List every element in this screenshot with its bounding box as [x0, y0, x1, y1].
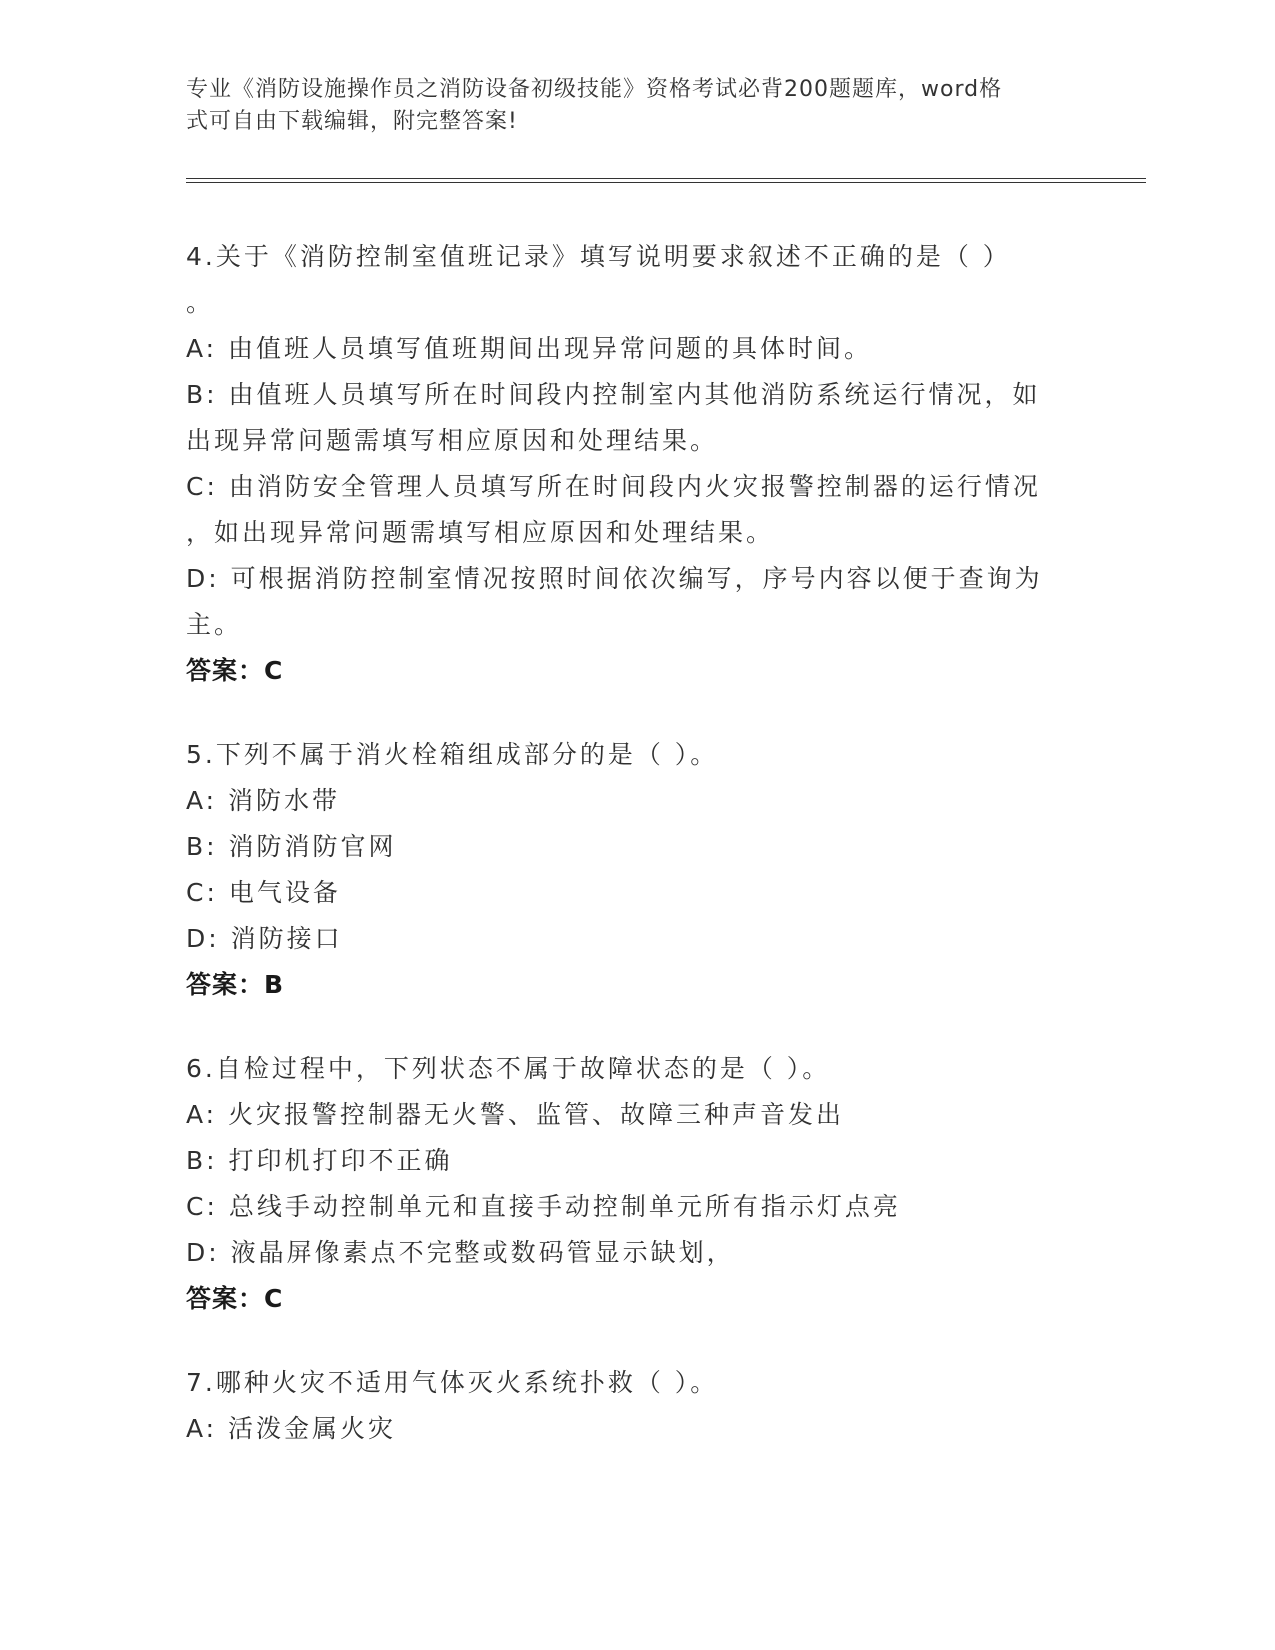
option-d: D: 消防接口 — [186, 924, 343, 953]
option-a: A: 火灾报警控制器无火警、监管、故障三种声音发出 — [186, 1100, 845, 1129]
option-c: C: 总线手动控制单元和直接手动控制单元所有指示灯点亮 — [186, 1192, 901, 1221]
question-stem: 4.关于《消防控制室值班记录》填写说明要求叙述不正确的是（ ） — [186, 242, 1011, 271]
option-a: A: 活泼金属火灾 — [186, 1414, 397, 1443]
question-stem: 7.哪种火灾不适用气体灭火系统扑救（ ）。 — [186, 1368, 719, 1397]
option-c: C: 电气设备 — [186, 878, 341, 907]
header-divider-top — [186, 178, 1146, 179]
answer-label: 答案：C — [186, 1284, 284, 1313]
document-header — [186, 74, 1066, 138]
option-b: B: 打印机打印不正确 — [186, 1146, 453, 1175]
question-item — [186, 1360, 1086, 1452]
header-divider-bottom — [186, 182, 1146, 183]
answer-label: 答案：C — [186, 656, 284, 685]
question-item — [186, 1046, 1086, 1322]
header-line-1: 专业《消防设施操作员之消防设备初级技能》资格考试必背200题题库，word格 — [186, 77, 1003, 102]
option-d: D: 可根据消防控制室情况按照时间依次编写，序号内容以便于查询为 — [186, 564, 1043, 593]
question-stem: 5.下列不属于消火栓箱组成部分的是（ ）。 — [186, 740, 719, 769]
option-d: D: 液晶屏像素点不完整或数码管显示缺划， — [186, 1238, 735, 1267]
option-d-continued: 主。 — [186, 610, 243, 639]
option-c: C: 由消防安全管理人员填写所在时间段内火灾报警控制器的运行情况 — [186, 472, 1041, 501]
option-b: B: 由值班人员填写所在时间段内控制室内其他消防系统运行情况，如 — [186, 380, 1041, 409]
question-list — [186, 234, 1086, 1490]
option-c-continued: ，如出现异常问题需填写相应原因和处理结果。 — [186, 518, 775, 547]
option-b: B: 消防消防官网 — [186, 832, 397, 861]
option-b-continued: 出现异常问题需填写相应原因和处理结果。 — [186, 426, 719, 455]
question-item — [186, 234, 1086, 694]
header-line-2: 式可自由下载编辑，附完整答案! — [186, 109, 518, 134]
question-item — [186, 732, 1086, 1008]
option-a: A: 消防水带 — [186, 786, 341, 815]
question-stem: 6.自检过程中，下列状态不属于故障状态的是（ ）。 — [186, 1054, 831, 1083]
option-a: A: 由值班人员填写值班期间出现异常问题的具体时间。 — [186, 334, 873, 363]
question-stem: 。 — [186, 288, 215, 317]
answer-label: 答案：B — [186, 970, 285, 999]
